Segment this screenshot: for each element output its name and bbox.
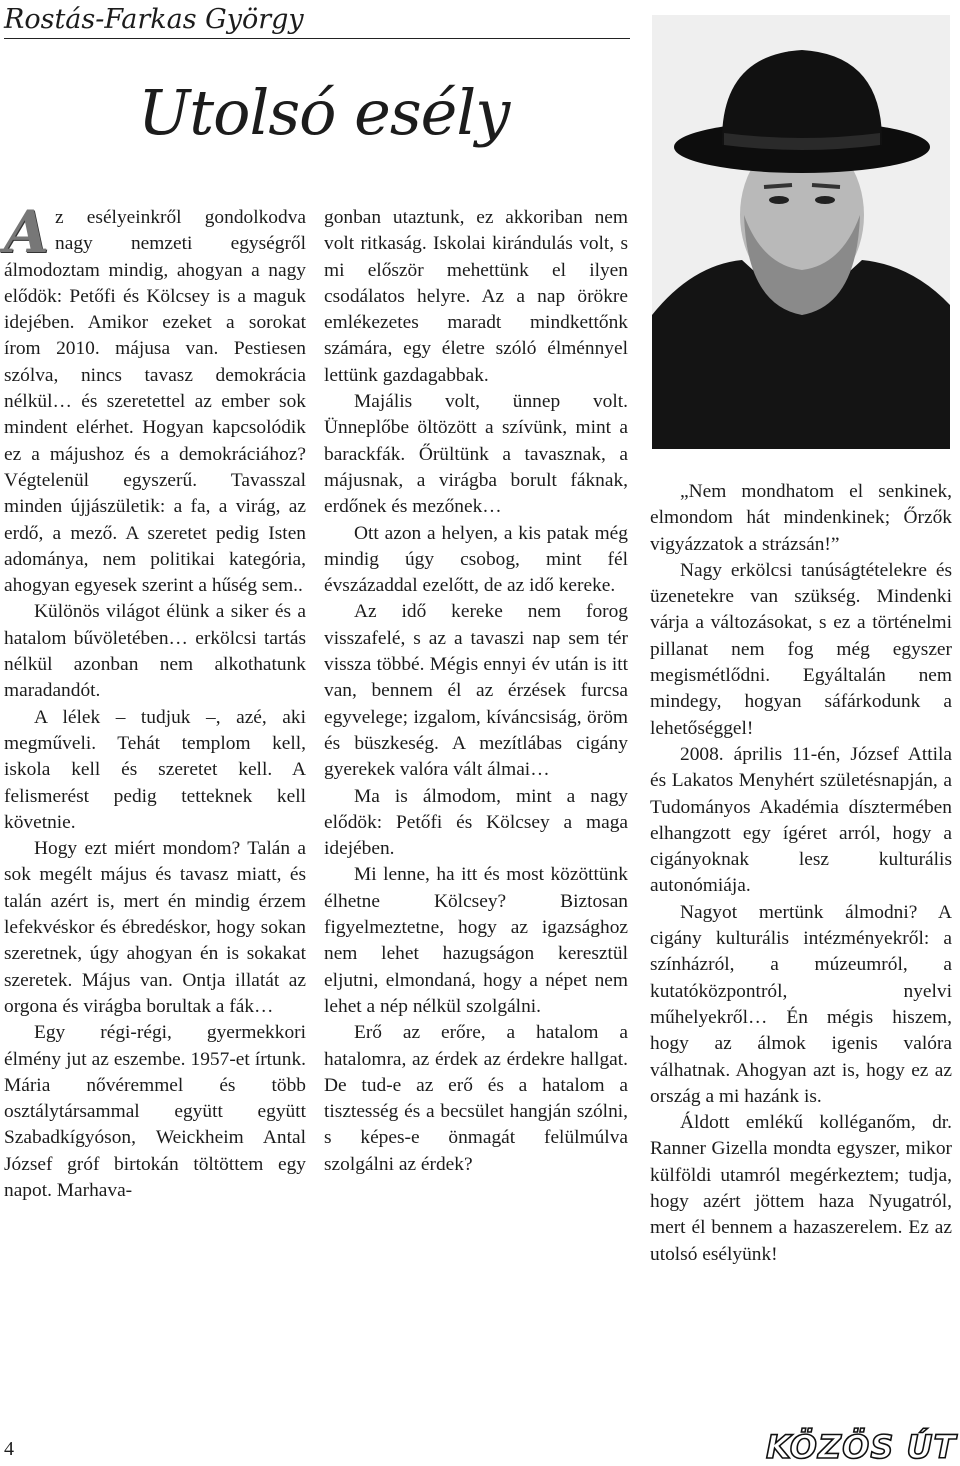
paragraph: A lélek – tudjuk –, azé, aki megműveli. Tehát templom kell, iskola kell és szeretet kell. A felismerést pedig tetteknek kell követnie. xyxy=(4,706,306,833)
paragraph: Erő az erőre, a hatalom a hatalomra, az érdek az érdekre hallgat. De tud-e az erő és a hatalom a tisztesség és a becsület hangján szólni, s képes-e önmagát felülmúlva szolgálni az érdek? xyxy=(324,1022,628,1175)
text-column-3 xyxy=(650,479,952,1268)
paragraph: Ott azon a helyen, a kis patak még mindig úgy csobog, mint fél évszázaddal ezelőtt, de az idő kereke. xyxy=(324,522,628,597)
text-column-2 xyxy=(324,205,628,1178)
author-name: Rostás-Farkas György xyxy=(4,2,630,39)
paragraph: Majális volt, ünnep volt. Ünneplőbe öltözött a szívünk, mint a barackfák. Őrültünk a tavasznak, a májusnak, a virágba borult fáknak, erdőnek és mezőnek… xyxy=(324,391,628,518)
paragraph: 2008. április 11-én, József Attila és Lakatos Menyhért születésnapján, a Tudományos Akadémia dísztermében elhangzott egy ígéret arról, hogy a cigányoknak lesz kulturális autonómiája. xyxy=(650,743,952,897)
drop-cap: A xyxy=(4,198,50,266)
paragraph: Különös világot élünk a siker és a hatalom bűvöletében… erkölcsi tartás nélkül azonban nem alkothatunk maradandót. xyxy=(4,601,306,702)
paragraph: Egy régi-régi, gyermekkori élmény jut az eszembe. 1957-et írtunk. Mária nővéremmel és több osztálytársammal együtt együtt Szabadkígyóson, Weickheim Antal József gróf birtokán töltöttem egy napot. Marhava- xyxy=(4,1022,306,1201)
paragraph: Az esélyeinkről gondolkodva nagy nemzeti egységről álmodoztam mindig, ahogyan a nagy elődök: Petőfi és Kölcsey is a maguk idejében. Amikor ezeket a sorokat írom 2010. májusa van. Pestiesen szólva, nincs tavasz demokrácia nélkül… és szeretettel az ember sok mindent elérhet. Hogyan kapcsolódik ez a májushoz és a demokráciához? Végtelenül egyszerű. Tavasszal minden újjászületik: a fa, a virág, az erdő, a mező. A szeretet pedig Isten adománya, nem politikai kategória, ahogyan egyesek szerint a hűség sem.. xyxy=(4,198,306,597)
paragraph: gonban utaztunk, ez akkoriban nem volt ritkaság. Iskolai kirándulás volt, s mi először mehettünk el ilyen csodálatos helyre. Az a nap örökre emlékezetes maradt mindkettőnk számára, egy életre szóló élménnyel lettünk gazdagabbak. xyxy=(324,207,628,386)
paragraph: Ma is álmodom, mint a nagy elődök: Petőfi és Kölcsey a maga idejében. xyxy=(324,785,628,860)
page-number: 4 xyxy=(4,1438,14,1460)
magazine-logo: KÖZÖS ÚT xyxy=(766,1428,957,1466)
paragraph: Áldott emlékű kolléganőm, dr. Ranner Gizella mondta egyszer, mikor külföldi utamról megérkeztem; tudja, hogy azért jöttem haza Nyugatról, mert él bennem a hazaszerelem. Ez az utolsó esélyünk! xyxy=(650,1112,952,1265)
author-photo xyxy=(652,15,950,449)
quote-paragraph: „Nem mondhatom el senkinek, elmondom hát mindenkinek; Őrzők vigyázzatok a strázsán!” xyxy=(650,481,952,555)
paragraph: Mi lenne, ha itt és most közöttünk élhetne Kölcsey? Biztosan figyelmeztetne, hogy az igazsághoz nem lehet hazugságon keresztül eljutni, elmondaná, hogy a népet nem lehet a nép nélkül szolgálni. xyxy=(324,864,628,1017)
paragraph: Hogy ezt miért mondom? Talán a sok megélt május és tavasz miatt, és talán azért is, mert én mindig érzem lefekvéskor és ébredéskor, hogy sokan szeretnek, úgy ahogyan én is sokakat szeretek. Május van. Ontja illatát az orgona és virágba borultak a fák… xyxy=(4,838,306,1017)
paragraph: Az idő kereke nem forog visszafelé, s az a tavaszi nap sem tér vissza többé. Mégis ennyi év után is itt van, bennem él az érzések furcsa egyvelege; izgalom, kíváncsiság, öröm és büszkeség. A mezítlábas cigány gyerekek valóra vált álmai… xyxy=(324,601,628,781)
paragraph: Nagy erkölcsi tanúságtételekre és üzenetekre van szükség. Mindenki várja a változásokat, s ez a történelmi pillanat nem fog még egyszer megismétlődni. Egyáltalán nem mindegy, hogyan sáfárkodunk a lehetőséggel! xyxy=(650,559,952,739)
article-title: Utolsó esély xyxy=(138,76,510,149)
text-column-1 xyxy=(4,198,306,1204)
paragraph: Nagyot mertünk álmodni? A cigány kulturális intézményekről: a színházról, a múzeumról, a kutatóközpontról, nyelvi műhelyekről… Én mégis hiszem, hogy az álmok igenis valóra válhatnak. Ahogyan azt is, hogy ez az ország a mi hazánk is. xyxy=(650,901,952,1107)
